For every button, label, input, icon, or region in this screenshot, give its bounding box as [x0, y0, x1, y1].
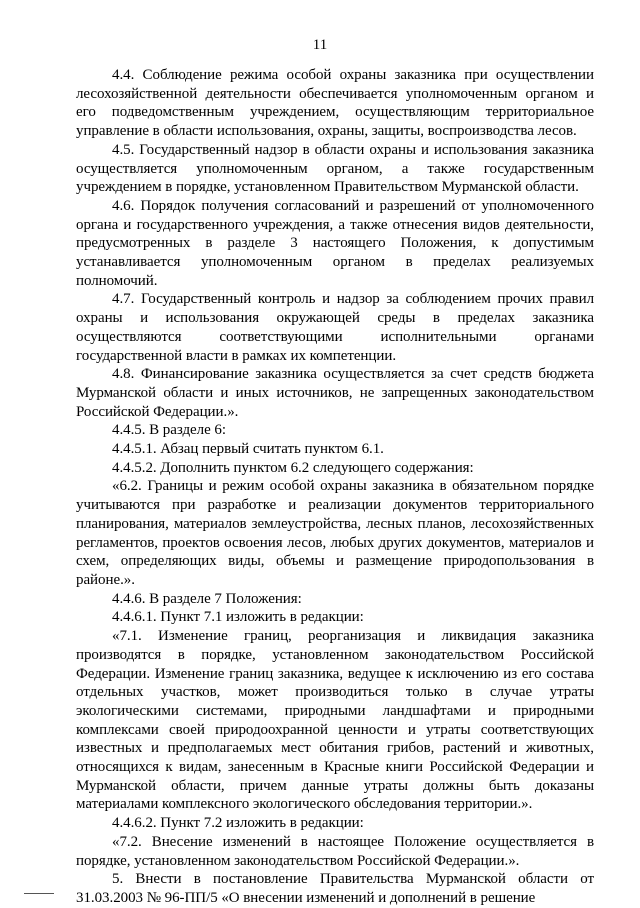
paragraph-6-2: «6.2. Границы и режим особой охраны заказника в обязательном порядке учитываются при разработке и реализации документов территориального планирования, материалов землеустройства, лесных планов, лесохозяйственных регламентов, проектов освоения лесов, любых других документов, материалов и схем, определяющих виды, объемы и размещение природопользования в районе.».	[76, 478, 594, 588]
paragraph-7-2: «7.2. Внесение изменений в настоящее Положение осуществляется в порядке, установленном законодательством Российской Федерации.».	[76, 833, 594, 869]
paragraph-4-7: 4.7. Государственный контроль и надзор за соблюдением прочих правил охраны и использования окружающей среды в пределах заказника осуществляются соответствующими исполнительными органами государственной власти в рамках их компетенции.	[76, 291, 594, 364]
paragraph-4-4: 4.4. Соблюдение режима особой охраны заказника при осуществлении лесохозяйственной деятельности обеспечивается уполномоченным органом и его подведомственным учреждением, осуществляющим территориальное управление в области использования, охраны, защиты, воспроизводства лесов.	[76, 67, 594, 140]
paragraph-4-4-6-2: 4.4.6.2. Пункт 7.2 изложить в редакции:	[112, 815, 364, 832]
paragraph-4-4-5-2: 4.4.5.2. Дополнить пунктом 6.2 следующего содержания:	[112, 459, 474, 476]
paragraph-4-4-5-1: 4.4.5.1. Абзац первый считать пунктом 6.1.	[112, 441, 384, 458]
paragraph-4-4-6-1: 4.4.6.1. Пункт 7.1 изложить в редакции:	[112, 609, 364, 626]
paragraph-4-5: 4.5. Государственный надзор в области охраны и использования заказника осуществляется уполномоченным органом, а также государственным учреждением в порядке, установленном Правительством Мурманской области.	[76, 141, 594, 196]
paragraph-7-1: «7.1. Изменение границ, реорганизация и ликвидация заказника производятся в порядке, установленном законодательством Российской Федерации. Изменение границ заказника, ведущее к исключению из его состава отдельных участков, может производиться только в случае утраты экологическими системами, природными ландшафтами и природными комплексами своей природоохранной ценности и утраты соответствующих известных и предполагаемых мест обитания грибов, растений и животных, относящихся к видам, занесенным в Красные книги Российской Федерации и Мурманской области, причем данные утраты должны быть доказаны материалами комплексного экологического обследования территории.».	[76, 628, 594, 813]
paragraph-4-8: 4.8. Финансирование заказника осуществляется за счет средств бюджета Мурманской области и иных источников, не запрещенных законодательством Российской Федерации.».	[76, 366, 594, 420]
paragraph-4-4-5: 4.4.5. В разделе 6:	[112, 422, 226, 439]
paragraph-4-4-6: 4.4.6. В разделе 7 Положения:	[112, 590, 302, 607]
paragraph-4-6: 4.6. Порядок получения согласований и разрешений от уполномоченного органа и государственного учреждения, а также отнесения видов деятельности, предусмотренных в разделе 3 настоящего Положения, к допустимым устанавливается уполномоченным органом в пределах реализуемых полномочий.	[76, 197, 594, 289]
scan-corner-mark	[24, 893, 54, 894]
document-body	[76, 66, 594, 908]
paragraph-5: 5. Внести в постановление Правительства Мурманской области от 31.03.2003 № 96-ПП/5 «О внесении изменений и дополнений в решение	[76, 871, 594, 906]
page-number: 11	[312, 37, 328, 53]
